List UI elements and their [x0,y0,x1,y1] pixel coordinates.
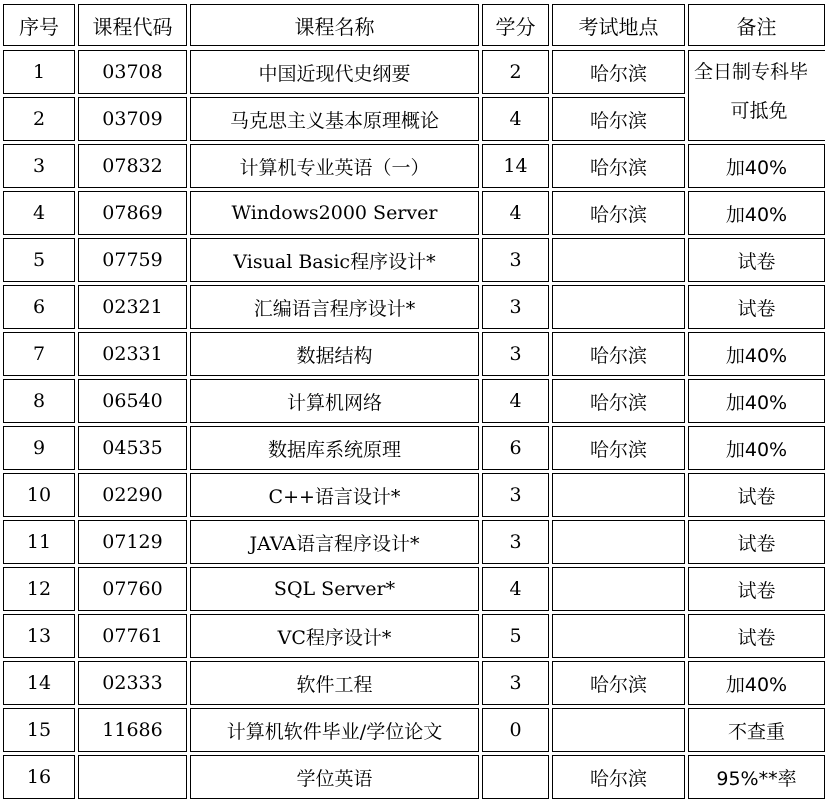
merged-remark-line: 可抵免 [730,100,788,122]
table-cell-course-name: JAVA语言程序设计* [190,520,479,564]
table-cell-credits: 4 [482,97,549,141]
table-cell-seq-no: 11 [3,520,75,564]
table-cell-course-code: 07832 [78,144,187,188]
table-cell-remarks: 加40% [688,661,825,705]
table-cell-seq-no: 6 [3,285,75,329]
table-cell-course-name: 中国近现代史纲要 [190,50,479,94]
table-cell-course-name: 数据库系统原理 [190,426,479,470]
table-cell-course-code: 07761 [78,614,187,658]
table-cell-credits: 3 [482,661,549,705]
table-cell-seq-no: 10 [3,473,75,517]
table-cell-seq-no: 16 [3,755,75,799]
table-cell-seq-no: 8 [3,379,75,423]
table-cell-course-code: 07760 [78,567,187,611]
table-cell-credits: 14 [482,144,549,188]
table-cell-remarks: 不查重 [688,708,825,752]
table-cell-exam-location [552,238,685,282]
table-cell-credits: 3 [482,238,549,282]
table-cell-exam-location [552,520,685,564]
table-cell-seq-no: 3 [3,144,75,188]
header-credits: 学分 [482,4,549,46]
table-cell-exam-location: 哈尔滨 [552,97,685,141]
table-cell-remarks: 试卷 [688,238,825,282]
header-remarks: 备注 [688,4,825,46]
table-cell-remarks: 加40% [688,379,825,423]
table-cell-exam-location: 哈尔滨 [552,144,685,188]
table-cell-credits: 6 [482,426,549,470]
table-cell-course-code: 11686 [78,708,187,752]
table-cell-credits: 4 [482,567,549,611]
table-cell-credits: 4 [482,191,549,235]
table-cell-seq-no: 12 [3,567,75,611]
table-cell-credits [482,755,549,799]
table-cell-remarks: 95%**率 [688,755,825,799]
table-cell-remarks: 试卷 [688,567,825,611]
table-cell-remarks: 加40% [688,191,825,235]
table-cell-seq-no: 7 [3,332,75,376]
table-cell-seq-no: 14 [3,661,75,705]
table-cell-seq-no: 1 [3,50,75,94]
table-cell-course-name: 数据结构 [190,332,479,376]
table-cell-exam-location: 哈尔滨 [552,191,685,235]
table-cell-seq-no: 15 [3,708,75,752]
table-cell-course-code: 03708 [78,50,187,94]
table-cell-course-code: 07759 [78,238,187,282]
table-cell-seq-no: 13 [3,614,75,658]
header-exam-location: 考试地点 [552,4,685,46]
table-cell-exam-location: 哈尔滨 [552,426,685,470]
table-cell-exam-location: 哈尔滨 [552,332,685,376]
table-cell-course-code: 07129 [78,520,187,564]
table-cell-course-code: 02331 [78,332,187,376]
table-cell-exam-location: 哈尔滨 [552,379,685,423]
table-cell-course-name: SQL Server* [190,567,479,611]
table-cell-credits: 0 [482,708,549,752]
table-cell-exam-location: 哈尔滨 [552,755,685,799]
table-cell-credits: 3 [482,520,549,564]
table-cell-course-name: 软件工程 [190,661,479,705]
merged-remark-line: 全日制专科毕 [694,61,809,83]
table-cell-course-name: C++语言设计* [190,473,479,517]
table-cell-course-name: 计算机专业英语（一） [190,144,479,188]
table-cell-course-name: 计算机网络 [190,379,479,423]
table-cell-credits: 2 [482,50,549,94]
table-cell-course-code: 02290 [78,473,187,517]
table-cell-course-name: 学位英语 [190,755,479,799]
table-cell-credits: 3 [482,332,549,376]
table-cell-course-code: 06540 [78,379,187,423]
merged-remark-cell [688,50,825,141]
table-cell-remarks: 试卷 [688,285,825,329]
table-cell-exam-location [552,708,685,752]
table-cell-remarks: 加40% [688,332,825,376]
table-cell-seq-no: 2 [3,97,75,141]
table-cell-exam-location [552,285,685,329]
table-cell-credits: 4 [482,379,549,423]
table-cell-course-code: 02333 [78,661,187,705]
table-cell-exam-location: 哈尔滨 [552,661,685,705]
table-cell-course-code: 03709 [78,97,187,141]
table-cell-credits: 5 [482,614,549,658]
table-cell-remarks: 试卷 [688,473,825,517]
table-cell-course-code: 07869 [78,191,187,235]
table-cell-course-code [78,755,187,799]
table-cell-exam-location [552,567,685,611]
table-cell-course-name: 马克思主义基本原理概论 [190,97,479,141]
table-cell-course-name: VC程序设计* [190,614,479,658]
table-cell-exam-location [552,614,685,658]
header-course-name: 课程名称 [190,4,479,46]
header-course-code: 课程代码 [78,4,187,46]
table-cell-remarks: 试卷 [688,520,825,564]
table-cell-remarks: 加40% [688,144,825,188]
table-cell-seq-no: 4 [3,191,75,235]
table-cell-remarks: 试卷 [688,614,825,658]
table-cell-course-code: 04535 [78,426,187,470]
table-cell-course-name: Visual Basic程序设计* [190,238,479,282]
table-cell-course-code: 02321 [78,285,187,329]
table-cell-credits: 3 [482,473,549,517]
table-cell-course-name: 计算机软件毕业/学位论文 [190,708,479,752]
table-cell-course-name: 汇编语言程序设计* [190,285,479,329]
table-cell-exam-location: 哈尔滨 [552,50,685,94]
table-cell-seq-no: 9 [3,426,75,470]
table-cell-exam-location [552,473,685,517]
table-cell-course-name: Windows2000 Server [190,191,479,235]
table-cell-credits: 3 [482,285,549,329]
header-seq-no: 序号 [3,4,75,46]
table-cell-remarks: 加40% [688,426,825,470]
table-cell-seq-no: 5 [3,238,75,282]
